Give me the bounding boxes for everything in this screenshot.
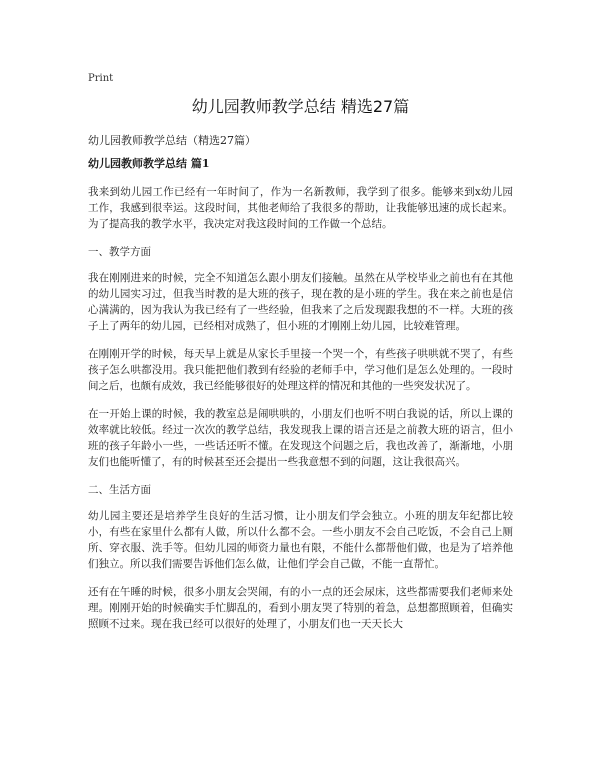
page-title: 幼儿园教师教学总结 精选27篇 [191, 97, 410, 116]
print-link[interactable]: Print [88, 73, 114, 84]
section-heading-life: 二、生活方面 [88, 484, 151, 496]
paragraph: 我在刚刚进来的时候，完全不知道怎么跟小朋友们接触。虽然在从学校毕业之前也有在其他的幼儿园实习过，但我当时教的是大班的孩子，现在教的是小班的学生。我在来之前也是信心满满的，因为我认为我已经有了一些经验，但我来了之后发现跟我想的不一样。大班的孩子上了两年的幼儿园，已经相对成熟了，但小班的才刚刚上幼儿园，比较难管理。 [88, 272, 513, 332]
part-title: 幼儿园教师教学总结 篇1 [88, 157, 210, 170]
paragraph: 还有在午睡的时候，很多小朋友会哭闹，有的小一点的还会尿床，这些都需要我们老师来处理。刚刚开始的时候确实手忙脚乱的，看到小朋友哭了特别的着急，总想都照顾着，但确实照顾不过来。现在我已经可以很好的处理了，小朋友们也一天天长大 [88, 586, 513, 630]
section-heading-teaching: 一、教学方面 [88, 246, 151, 258]
paragraph: 幼儿园主要还是培养学生良好的生活习惯，让小朋友们学会独立。小班的朋友年纪都比较小，有些在家里什么都有人做，所以什么都不会。一些小朋友不会自己吃饭，不会自己上厕所、穿衣服、洗手等。但幼儿园的师资力量也有限，不能什么都帮他们做，也是为了培养他们独立。所以我们需要告诉他们怎么做，让他们学会自己做，不能一直帮忙。 [88, 510, 513, 570]
paragraph: 在刚刚开学的时候，每天早上就是从家长手里接一个哭一个，有些孩子哄哄就不哭了，有些孩子怎么哄都没用。我只能把他们教到有经验的老师手中，学习他们是怎么处理的。一段时间之后，也颇有成效，我已经能够很好的处理这样的情况和其他的一些突发状况了。 [88, 348, 513, 392]
paragraph: 在一开始上课的时候，我的教室总是闹哄哄的，小朋友们也听不明白我说的话，所以上课的效率就比较低。经过一次次的教学总结，我发现我上课的语言还是之前教大班的语言，但小班的孩子年龄小一些，一些话还听不懂。在发现这个问题之后，我也改善了，渐渐地，小朋友们也能听懂了，有的时候甚至还会提出一些我意想不到的问题，这让我很高兴。 [88, 408, 513, 468]
document-subtitle: 幼儿园教师教学总结（精选27篇） [88, 134, 256, 147]
intro-paragraph: 我来到幼儿园工作已经有一年时间了，作为一名新教师，我学到了很多。能够来到x幼儿园工作，我感到很幸运。这段时间，其他老师给了我很多的帮助，让我能够迅速的成长起来。为了提高我的教学水平，我决定对我这段时间的工作做一个总结。 [88, 186, 513, 230]
document-body [88, 184, 513, 644]
